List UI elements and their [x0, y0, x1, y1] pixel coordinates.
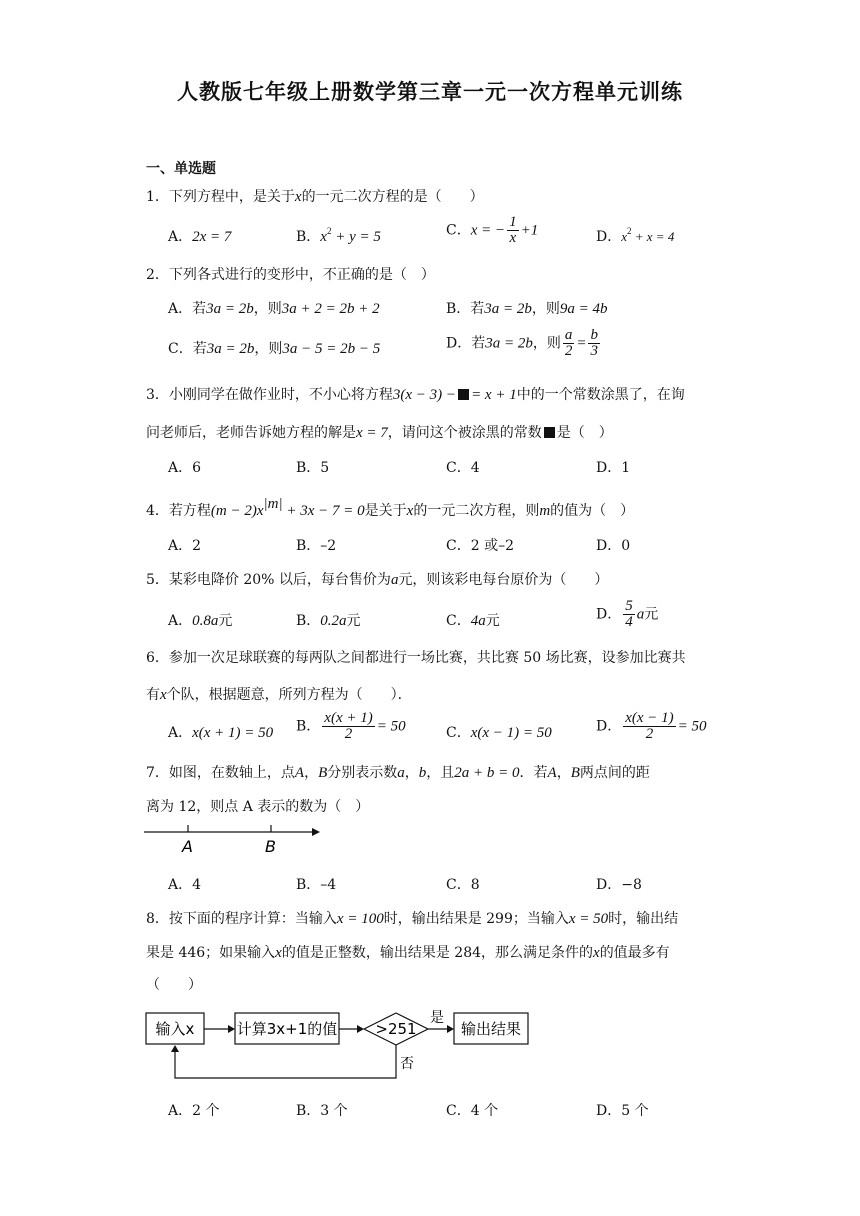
math-var: x [406, 503, 414, 519]
fraction-numerator: b [590, 327, 598, 343]
point-label-b: B [265, 837, 276, 856]
text: 的一元二次方程，则 [413, 503, 540, 519]
math: x = 100 [336, 911, 384, 927]
question-6-option-d [596, 711, 707, 742]
text: ， [556, 765, 571, 781]
math: x(x + 1) = 50 [192, 725, 274, 741]
text: 1．下列方程中，是关于 [146, 189, 295, 205]
text: 有 [146, 687, 160, 703]
option-label: B． [296, 613, 321, 629]
text: 个队，根据题意，所列方程为（ ）． [166, 687, 412, 703]
question-5-option-d [596, 599, 658, 630]
option-label: C． [446, 725, 471, 741]
option-label: A． [168, 725, 193, 741]
question-1-option-b [296, 226, 381, 246]
fraction-numerator: x(x − 1) [625, 710, 674, 726]
flow-no-label: 否 [400, 1056, 414, 1072]
math-var: m [539, 503, 551, 519]
question-1-stem [146, 186, 484, 206]
question-2-stem: 2．下列各式进行的变形中，不正确的是（ ） [146, 267, 435, 283]
question-6-line-2 [146, 684, 412, 704]
math: 3a + 2 = 2b + 2 [281, 301, 380, 317]
question-2-option-d [446, 328, 602, 359]
text: 是（ ） [556, 425, 613, 441]
text: 8．按下面的程序计算：当输入 [146, 911, 337, 927]
text: 的一元二次方程的是（ ） [301, 189, 484, 205]
flow-loop-line [175, 1045, 396, 1078]
text: 4．若方程 [146, 503, 211, 519]
math-var: B [318, 765, 328, 781]
flow-input-label: 输入x [155, 1020, 195, 1038]
text: 5．某彩电降价 20% 以后，每台售价为 [146, 572, 391, 588]
math: 0.2a [320, 613, 347, 629]
option-label: B． [296, 718, 321, 735]
question-7-option-d: D．−8 [596, 877, 642, 893]
question-8-option-c: C．4 个 [446, 1103, 499, 1119]
fraction-denominator: 4 [625, 614, 633, 630]
math-var: a [390, 572, 399, 588]
math: 3a = 2b [485, 335, 533, 352]
question-7-line-1 [146, 762, 650, 782]
text: 分别表示数 [327, 765, 398, 781]
flowchart-figure [140, 1004, 540, 1084]
question-8-option-d: D．5 个 [596, 1103, 649, 1119]
math-var: x [160, 687, 167, 703]
question-5-stem [146, 569, 608, 589]
exponent: |m| [263, 496, 283, 512]
text: 3．小刚同学在做作业时，不小心将方程 [146, 387, 393, 403]
number-line-figure [140, 822, 340, 858]
text: 的值是正整数，输出结果是 284，那么满足条件的 [281, 945, 594, 961]
document-title: 人教版七年级上册数学第三章一元一次方程单元训练 [177, 79, 683, 104]
math: (m − 2)x [210, 503, 264, 519]
point-label-a: A [182, 837, 193, 856]
question-3-option-a: A．6 [168, 460, 202, 476]
section-heading: 一、单选题 [146, 161, 216, 177]
flow-yes-label: 是 [430, 1010, 444, 1026]
text: ．若 [519, 765, 548, 781]
math: 3a = 2b [484, 301, 532, 317]
math: x = 7 [356, 425, 388, 441]
question-5-option-a [168, 610, 232, 630]
math-var: A [547, 765, 557, 781]
fraction-numerator: 1 [509, 214, 517, 230]
flow-output-label: 输出结果 [460, 1020, 522, 1038]
unit: 元 [485, 613, 500, 629]
question-8-line-2 [146, 942, 670, 962]
math: = [576, 335, 587, 352]
option-label: D． [596, 229, 622, 245]
math: 4a [470, 613, 486, 629]
text: ，则 [254, 341, 283, 357]
question-7-option-c: C．8 [446, 877, 480, 893]
fraction-denominator: 2 [564, 343, 573, 359]
option-label: D．若 [446, 335, 486, 352]
math-rest: + y = 5 [331, 229, 381, 245]
question-1-option-c [446, 215, 538, 246]
arrow-right-icon [312, 828, 320, 836]
math: 3a = 2b [206, 301, 254, 317]
question-5-option-b [296, 610, 361, 630]
blacked-out-constant-icon [544, 427, 555, 438]
option-label: D． [596, 718, 622, 735]
fraction-numerator: 5 [625, 598, 633, 614]
question-6-option-b [296, 711, 406, 742]
text: 时，输出结 [608, 911, 679, 927]
text: ，且 [426, 765, 455, 781]
arrow-up-icon [171, 1045, 179, 1052]
question-4-option-a: A．2 [168, 538, 202, 554]
text: 的值最多有 [599, 945, 670, 961]
question-8-line-1 [146, 908, 678, 928]
arrow-right-icon [447, 1025, 454, 1033]
math: = 50 [677, 718, 707, 735]
math-var: a [636, 606, 645, 623]
question-4-option-b: B．–2 [296, 538, 337, 554]
math: = 50 [376, 718, 406, 735]
text: 时，输出结果是 299；当输入 [383, 911, 569, 927]
math-var: x [593, 945, 600, 961]
question-4-option-d: D．0 [596, 538, 631, 554]
math-var: a [397, 765, 405, 781]
math-var: b [418, 765, 427, 781]
question-7-option-a: A．4 [168, 877, 202, 893]
question-4-stem [146, 496, 634, 520]
option-label: C． [446, 613, 471, 629]
question-2-option-b [446, 298, 608, 318]
math: x = 50 [568, 911, 609, 927]
question-6-line-1: 6．参加一次足球联赛的每两队之间都进行一场比赛，共比赛 50 场比赛，设参加比赛共 [146, 650, 686, 666]
math: 3a = 2b [206, 341, 255, 357]
text: 果是 446；如果输入 [146, 945, 276, 961]
option-math: 2x = 7 [192, 229, 232, 245]
question-8-option-b: B．3 个 [296, 1103, 348, 1119]
blacked-out-constant-icon [458, 389, 469, 400]
question-5-option-c [446, 610, 500, 630]
question-3-line-2 [146, 422, 613, 442]
fraction-denominator: 2 [344, 726, 353, 742]
question-6-option-a [168, 722, 273, 742]
question-2-option-a [168, 298, 380, 318]
math: 9a = 4b [559, 301, 608, 317]
fraction-numerator: x(x + 1) [324, 710, 373, 726]
math: = x + 1 [471, 387, 517, 403]
math-var: x [275, 945, 282, 961]
text: 问老师后，老师告诉她方程的解是 [146, 425, 356, 441]
unit: 元 [346, 613, 361, 629]
option-label: C．若 [168, 341, 207, 357]
math: 0.8a [192, 613, 219, 629]
question-7-line-2: 离为 12，则点 A 表示的数为（ ） [146, 799, 370, 815]
unit: 元 [644, 606, 659, 623]
question-3-option-b: B．5 [296, 460, 330, 476]
text: ，则 [531, 301, 560, 317]
option-label: B．若 [446, 301, 485, 317]
math: 3(x − 3) − [392, 387, 457, 403]
text: ，则 [253, 301, 282, 317]
math-var: x [294, 189, 302, 205]
math-lhs: x = − [470, 222, 506, 239]
question-8-line-3: （ ） [146, 977, 202, 993]
option-label: B． [296, 229, 321, 245]
question-3-line-1 [146, 384, 685, 404]
fraction-denominator: x [509, 230, 517, 246]
text: 两点间的距 [579, 765, 650, 781]
question-4-option-c: C．2 或–2 [446, 538, 514, 554]
flow-compute-label: 计算3x+1的值 [236, 1020, 338, 1038]
text: ，则 [532, 335, 561, 352]
question-6-option-c [446, 722, 552, 742]
option-label: A．若 [168, 301, 207, 317]
question-2-option-c [168, 338, 380, 358]
fraction-numerator: a [564, 327, 573, 343]
exponent: 2 [627, 226, 632, 236]
text: 元，则该彩电每台原价为（ ） [398, 572, 609, 588]
question-1-option-d [596, 226, 674, 246]
math: 3a − 5 = 2b − 5 [282, 341, 381, 357]
question-8-option-a: A．2 个 [168, 1103, 220, 1119]
option-label: A． [168, 613, 193, 629]
math: 2a + b = 0 [454, 765, 520, 781]
text: ， [404, 765, 419, 781]
text: ， [304, 765, 319, 781]
question-7-option-b: B．–4 [296, 877, 337, 893]
question-3-option-c: C．4 [446, 460, 480, 476]
text: 的值为（ ） [550, 503, 635, 519]
fraction-denominator: 3 [590, 343, 598, 359]
option-label: D． [596, 606, 622, 623]
question-1-option-a [168, 226, 231, 246]
option-label: C． [446, 222, 471, 239]
text: 中的一个常数涂黑了，在询 [516, 387, 685, 403]
math-rest: + x = 4 [631, 229, 675, 244]
option-label: A． [168, 229, 193, 245]
text: 是关于 [364, 503, 407, 519]
exponent: 2 [326, 226, 332, 236]
math: + 3x − 7 = 0 [282, 503, 365, 519]
text: ，请问这个被涂黑的常数 [387, 425, 542, 441]
math-rest: +1 [520, 222, 539, 239]
unit: 元 [218, 613, 233, 629]
math: x(x − 1) = 50 [470, 725, 552, 741]
math-var: B [570, 765, 580, 781]
question-3-option-d: D．1 [596, 460, 631, 476]
text: 7．如图，在数轴上，点 [146, 765, 295, 781]
math-var: A [294, 765, 305, 781]
fraction-denominator: 2 [645, 726, 654, 742]
arrow-right-icon [228, 1025, 235, 1033]
math-var: x [621, 229, 628, 244]
flow-decision-label: >251 [375, 1020, 417, 1038]
math-var: x [320, 229, 327, 245]
